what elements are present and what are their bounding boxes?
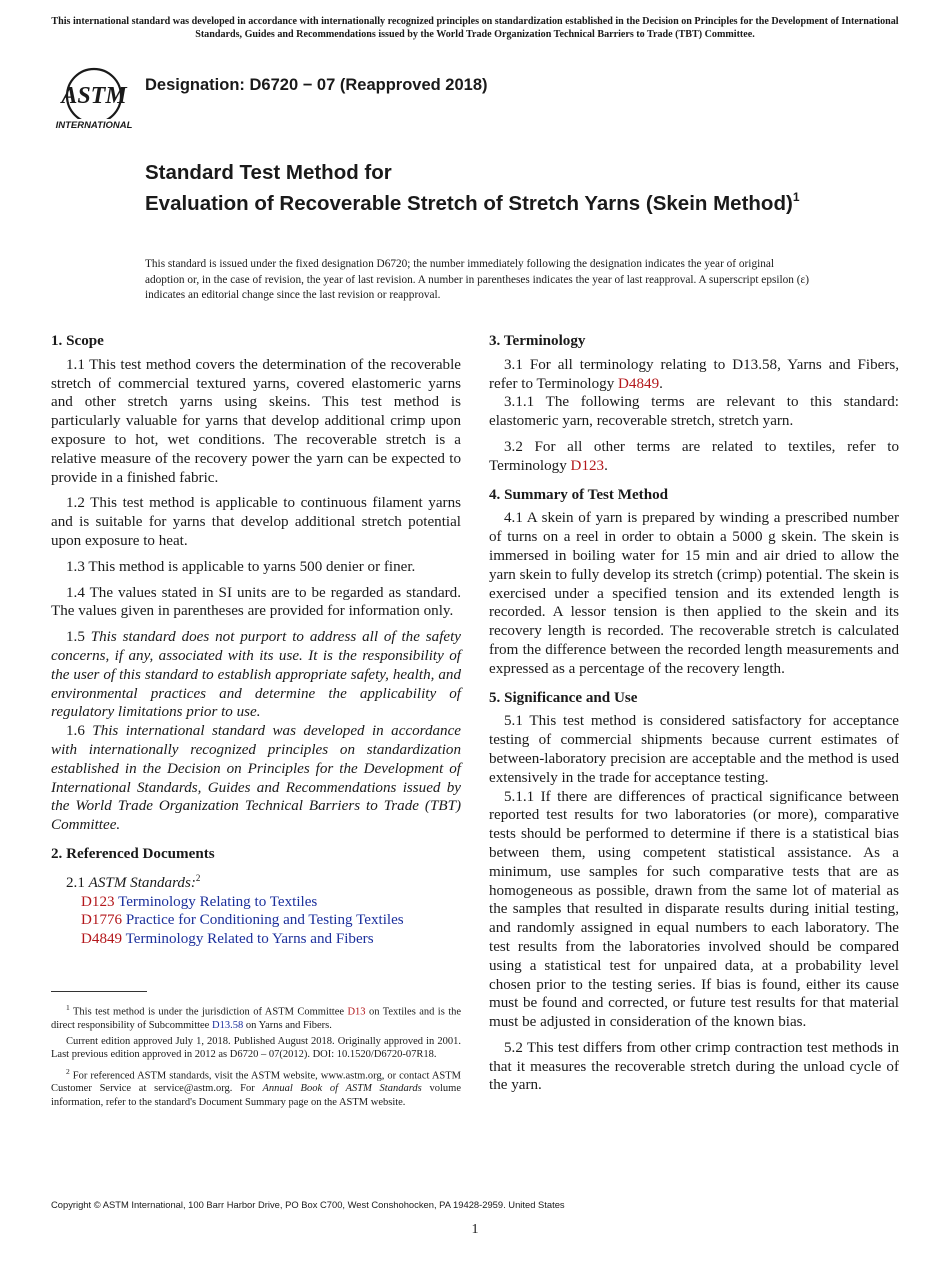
paragraph-2-1: 2.1 ASTM Standards:$^2$ — [66, 872, 201, 891]
paragraph-3-2: 3.2 For all other terms are related to textiles, refer to Terminology D123. — [489, 438, 899, 474]
copyright-line: Copyright © ASTM International, 100 Barr Harbor Drive, PO Box C700, West Conshohocken, PA 19428-2959. United States — [51, 1199, 565, 1210]
right-column — [489, 332, 899, 1095]
ref-item-d4849[interactable] — [66, 930, 461, 949]
title-line-1: Standard Test Method for — [145, 161, 392, 184]
paragraph-5-2: 5.2 This test differs from other crimp contraction test methods in that it measures the recoverable stretch during the unload cycle of the yarn. — [489, 1039, 899, 1094]
ref-item-d123[interactable] — [66, 893, 461, 912]
footnote-edition: Current edition approved July 1, 2018. Published August 2018. Originally approved in 2001. Last previous edition approved in 2012 as D6720 – 07(2012). DOI: 10.1520/D6720-07R18. — [51, 1036, 461, 1061]
ref-code-link[interactable]: D123 — [81, 893, 115, 910]
ref-item-d1776[interactable] — [66, 911, 461, 930]
issued-statement: This standard is issued under the fixed designation D6720; the number immediately following the designation indicates the year of original adoption or, in the case of revision, the year of last revision. A number in parentheses indicates the year of last reapproval. A superscript epsilon (ε) indicates an editorial change since the last revision or reapproval. — [145, 258, 810, 301]
section-heading-significance: 5. Significance and Use — [489, 689, 638, 706]
section-heading-referenced-documents: 2. Referenced Documents — [51, 845, 215, 862]
paragraph-5-1-1: 5.1.1 If there are differences of practical significance between reported test results for two laboratories (or more), comparative tests should be performed to determine if there is a statistical bias between them, using competent statistical assistance. As a minimum, use samples for such comparative tests that are as homogeneous as possible, drawn from the same lot of material as the samples that resulted in disparate results during initial testing, and randomly assigned in equal numbers to each laboratory. The test results from the laboratories involved should be compared using a statistical test for unpaired data, at a probability level chosen prior to the testing series. If bias is found, either its cause must be found and corrected, or future test results for that material must be adjusted in consideration of the known bias. — [489, 788, 899, 1031]
left-column — [51, 332, 461, 949]
paragraph-1-3: 1.3 This method is applicable to yarns 500 denier or finer. — [66, 558, 416, 575]
section-heading-scope: 1. Scope — [51, 333, 104, 349]
paragraph-5-1: 5.1 This test method is considered satisfactory for acceptance testing of commercial shipments because current estimates of between-laboratory precision are acceptable and the method is used extensively in the trade for acceptance testing. — [489, 713, 899, 786]
section-heading-summary: 4. Summary of Test Method — [489, 486, 669, 503]
paragraph-1-2: 1.2 This test method is applicable to continuous filament yarns and is suitable for yarns that develop additional stretch potential upon exposure to heat. — [51, 495, 461, 549]
ref-title-link[interactable]: Practice for Conditioning and Testing Textiles — [125, 912, 404, 929]
ref-title-link[interactable]: Terminology Related to Yarns and Fibers — [125, 931, 374, 948]
paragraph-3-1: 3.1 For all terminology relating to D13.58, Yarns and Fibers, refer to Terminology D4849. — [489, 356, 899, 392]
ref-title-link[interactable]: Terminology Relating to Textiles — [118, 893, 318, 910]
footnote-mark-2[interactable]: 2 — [195, 872, 201, 883]
footnotes — [51, 1001, 461, 1112]
document-title — [145, 160, 845, 216]
ref-link-d13[interactable]: D13 — [347, 1006, 366, 1018]
paragraph-1-4: 1.4 The values stated in SI units are to be regarded as standard. The values given in parentheses are provided for information only. — [51, 584, 461, 620]
footnote-divider — [51, 991, 147, 992]
paragraph-1-6: 1.6 This international standard was developed in accordance with internationally recognized principles on standardization established in the Decision on Principles for the Development of International Standards, Guides and Recommendations issued by the World Trade Organization Technical Barriers to Trade (TBT) Committee. — [51, 723, 461, 834]
top-notice: This international standard was developed in accordance with internationally recognized principles on standardization established in the Decision on Principles for the Development of International Standards, Guides and Recommendations issued by the World Trade Organization Technical Barriers to Trade (TBT) Committee. — [51, 16, 899, 40]
astm-logo-sub: INTERNATIONAL — [55, 120, 133, 131]
section-heading-terminology: 3. Terminology — [489, 333, 586, 349]
ref-code-link[interactable]: D4849 — [81, 931, 123, 948]
ref-link-d123[interactable]: D123 — [570, 457, 605, 474]
page-number: 1 — [471, 1222, 479, 1237]
referenced-documents-list — [51, 893, 461, 949]
astm-logo-word: ASTM — [61, 83, 127, 109]
ref-link-d4849[interactable]: D4849 — [618, 375, 660, 392]
title-footnote-mark[interactable]: 1 — [792, 190, 800, 204]
astm-logo — [53, 58, 135, 132]
footnote-1: $^1$ This test method is under the jurisdiction of ASTM Committee D13 on Textiles and is the direct responsibility of Subcommittee D13.58 on Yarns and Fibers. — [51, 1003, 462, 1031]
paragraph-3-1-1: 3.1.1 The following terms are relevant to this standard: elastomeric yarn, recoverable stretch, stretch yarn. — [489, 394, 899, 430]
footnote-2: $^2$ For referenced ASTM standards, visit the ASTM website, www.astm.org, or contact ASTM Customer Service at service@astm.org. For Annual Book of ASTM Standards volume information, refer to the standard's Document Summary page on the ASTM website. — [51, 1066, 462, 1108]
ref-link-d13-58[interactable]: D13.58 — [211, 1019, 244, 1031]
paragraph-1-1: 1.1 This test method covers the determination of the recoverable stretch of commercial textured yarns, covered elastomeric yarns and other stretch yarns using skeins. This test method is particularly valuable for yarns that develop additional crimp upon exposure to hot, wet conditions. The recoverable stretch is a relative measure of the recovery power the yarn can be expected to provide in a finished fabric. — [51, 356, 461, 486]
ref-code-link[interactable]: D1776 — [81, 912, 123, 929]
designation: Designation: D6720 − 07 (Reapproved 2018) — [145, 76, 488, 94]
paragraph-4-1: 4.1 A skein of yarn is prepared by winding a prescribed number of turns on a reel in order to obtain a 5000 g skein. The skein is immersed in boiling water for 15 min and air dried to allow the yarn skein to fully develop its stretch (crimp) potential. The skein is exercised under a specified tension and its extended length is recorded. A lessor tension is then applied to the skein and its recovery length is recorded. The recoverable stretch is calculated from the difference between the recorded length measurements and expressed as a percentage of the recovery length. — [489, 510, 899, 677]
title-line-2: Evaluation of Recoverable Stretch of Stretch Yarns (Skein Method)$^1$ — [145, 190, 800, 215]
paragraph-1-5: 1.5 This standard does not purport to address all of the safety concerns, if any, associated with its use. It is the responsibility of the user of this standard to establish appropriate safety, health, and environmental practices and determine the applicability of regulatory limitations prior to use. — [51, 629, 461, 721]
